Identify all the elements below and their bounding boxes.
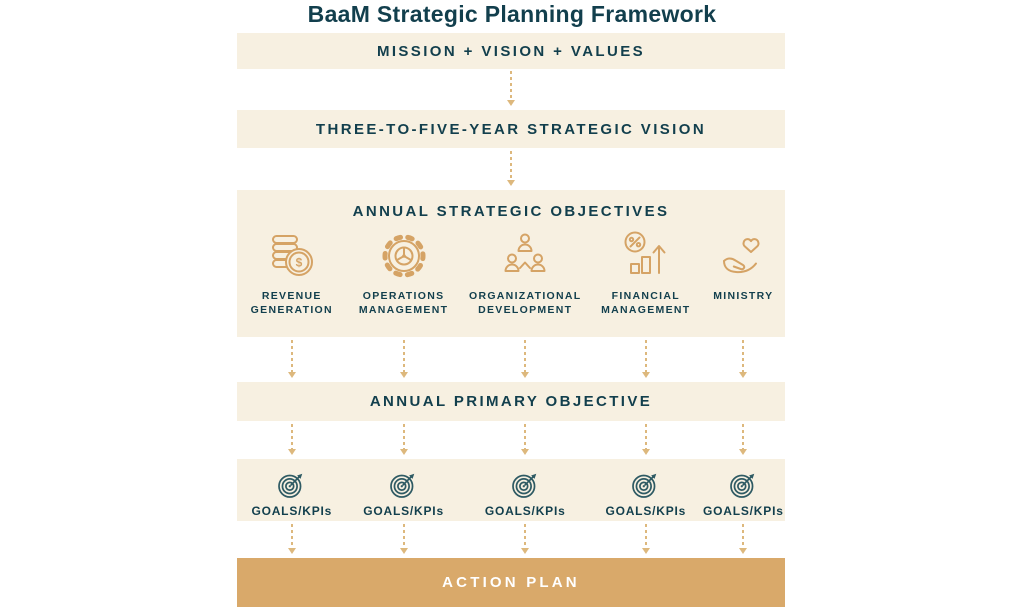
objective-column-organizational-development [461,230,590,317]
goal-label: GOALS/KPIs [363,504,444,518]
down-arrow-icon [291,340,293,372]
strategic-vision-box [237,110,785,148]
down-arrow-icon [645,340,647,372]
objective-column-financial-management [590,230,702,317]
down-arrow-icon [524,340,526,372]
hand-heart-icon [717,230,769,282]
org-chart-icon [499,230,551,282]
mission-box-label: MISSION + VISION + VALUES [376,42,646,60]
objectives-box-title: ANNUAL STRATEGIC OBJECTIVES [352,203,670,220]
arrow-band-1 [237,71,785,107]
goal-label: GOALS/KPIs [703,504,784,518]
goal-label: GOALS/KPIs [605,504,687,518]
down-arrow-icon [510,151,512,180]
objective-column-operations-management [347,230,461,317]
objective-column-ministry [702,230,785,317]
action-plan-box [237,558,785,607]
down-arrow-icon [645,424,647,449]
arrow-band-5 [237,524,785,555]
action-plan-label: ACTION PLAN [442,574,580,591]
down-arrow-icon [291,424,293,449]
goal-label: GOALS/KPIs [251,504,333,518]
percent-growth-icon [620,230,672,282]
arrow-band-3 [237,340,785,379]
arrow-band-4 [237,424,785,456]
down-arrow-icon [742,340,744,372]
goal-column [237,459,347,521]
arrow-band-2 [237,151,785,187]
down-arrow-icon [403,424,405,449]
mission-vision-values-box [237,33,785,69]
goal-label: GOALS/KPIs [484,504,566,518]
objective-label: FINANCIAL MANAGEMENT [601,290,691,317]
objective-label: MINISTRY [713,290,774,302]
gear-icon [378,230,430,282]
target-icon [276,462,307,500]
goal-column [347,459,461,521]
down-arrow-icon [742,424,744,449]
goal-column [702,459,785,521]
goal-column [590,459,702,521]
down-arrow-icon [645,524,647,548]
page-title: BaaM Strategic Planning Framework [307,1,717,27]
objective-label: OPERATIONS MANAGEMENT [358,290,449,317]
objective-label: ORGANIZATIONAL DEVELOPMENT [468,290,582,317]
down-arrow-icon [403,524,405,548]
svg-text:$: $ [295,255,303,270]
goal-column [461,459,590,521]
target-icon [728,462,759,500]
down-arrow-icon [524,424,526,449]
objective-label: REVENUE GENERATION [250,290,333,317]
down-arrow-icon [510,71,512,100]
primary-objective-label: ANNUAL PRIMARY OBJECTIVE [369,393,653,410]
target-icon [388,462,419,500]
down-arrow-icon [742,524,744,548]
annual-primary-objective-box [237,382,785,421]
goals-kpis-box [237,459,785,521]
objective-column-revenue-generation [237,230,347,317]
coins-icon [266,230,318,282]
target-icon [510,462,541,500]
down-arrow-icon [403,340,405,372]
down-arrow-icon [524,524,526,548]
annual-strategic-objectives-box [237,190,785,337]
vision-box-label: THREE-TO-FIVE-YEAR STRATEGIC VISION [315,120,707,138]
target-icon [630,462,661,500]
down-arrow-icon [291,524,293,548]
